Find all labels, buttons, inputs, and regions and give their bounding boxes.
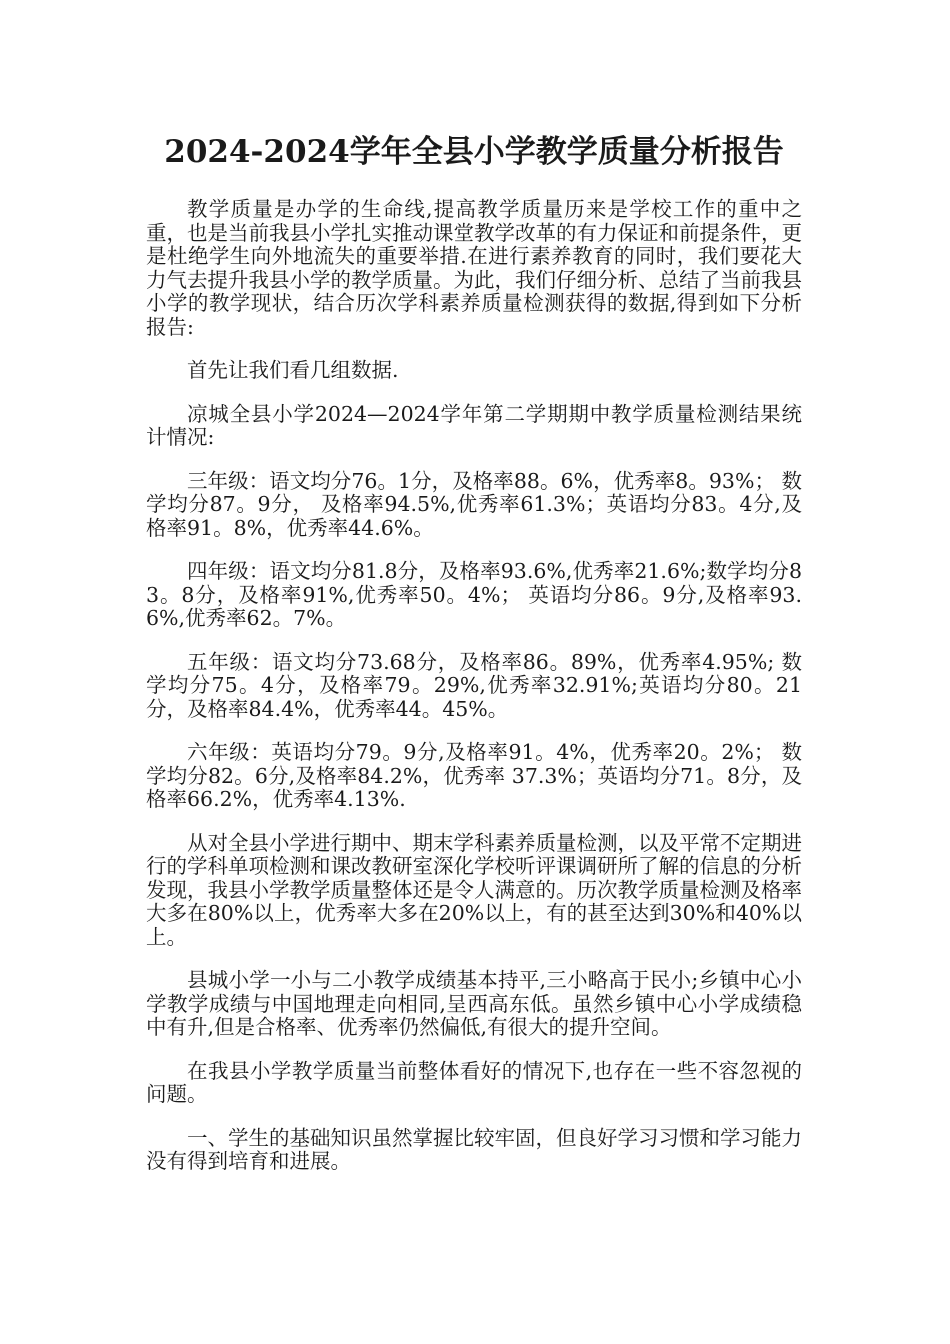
paragraph-problems-intro: 在我县小学教学质量当前整体看好的情况下,也存在一些不容忽视的问题。 [146, 1058, 802, 1106]
paragraph-data-lead: 首先让我们看几组数据. [187, 358, 399, 382]
paragraph-grade-6: 六年级：英语均分79。9分,及格率91。4%，优秀率20。2%； 数学均分82。6分,及格率84.2%，优秀率 37.3%；英语均分71。8分，及格率66.2%，优秀率4.13%. [146, 740, 802, 811]
document-title: 2024-2024学年全县小学教学质量分析报告 [164, 134, 784, 170]
paragraph-analysis: 从对全县小学进行期中、期末学科素养质量检测，以及平常不定期进行的学科单项检测和课改教研室深化学校听评课调研所了解的信息的分析发现，我县小学教学质量整体还是令人满意的。历次教学质量检测及格率大多在80%以上，优秀率大多在20%以上，有的甚至达到30%和40%以上。 [146, 830, 802, 949]
paragraph-school-comparison: 县城小学一小与二小教学成绩基本持平,三小略高于民小;乡镇中心小学教学成绩与中国地理走向相同,呈西高东低。虽然乡镇中心小学成绩稳中有升,但是合格率、优秀率仍然偏低,有很大的提升空间。 [146, 968, 802, 1039]
document-page [146, 130, 802, 1194]
paragraph-problem-1: 一、学生的基础知识虽然掌握比较牢固，但良好学习习惯和学习能力没有得到培育和进展。 [146, 1125, 802, 1173]
paragraph-intro: 教学质量是办学的生命线,提高教学质量历来是学校工作的重中之重，也是当前我县小学扎实推动课堂教学改革的有力保证和前提条件，更是杜绝学生向外地流失的重要举措.在进行素养教育的同时，我们要花大力气去提升我县小学的教学质量。为此，我们仔细分析、总结了当前我县小学的教学现状，结合历次学科素养质量检测获得的数据,得到如下分析报告: [146, 197, 802, 339]
paragraph-stats-heading: 凉城全县小学2024—2024学年第二学期期中教学质量检测结果统计情况: [146, 401, 802, 449]
paragraph-grade-3: 三年级：语文均分76。1分，及格率88。6%，优秀率8。93%； 数学均分87。9分， 及格率94.5%,优秀率61.3%；英语均分83。4分,及格率91。8%，优秀率44.6%。 [146, 468, 802, 540]
paragraph-grade-5: 五年级：语文均分73.68分，及格率86。89%，优秀率4.95%; 数学均分75。4分，及格率79。29%,优秀率32.91%;英语均分80。21分，及格率84.4%，优秀率44。45%。 [146, 649, 802, 721]
paragraph-grade-4: 四年级：语文均分81.8分，及格率93.6%,优秀率21.6%;数学均分83。8分，及格率91%,优秀率50。4%； 英语均分86。9分,及格率93.6%,优秀率62。7%。 [146, 559, 802, 630]
